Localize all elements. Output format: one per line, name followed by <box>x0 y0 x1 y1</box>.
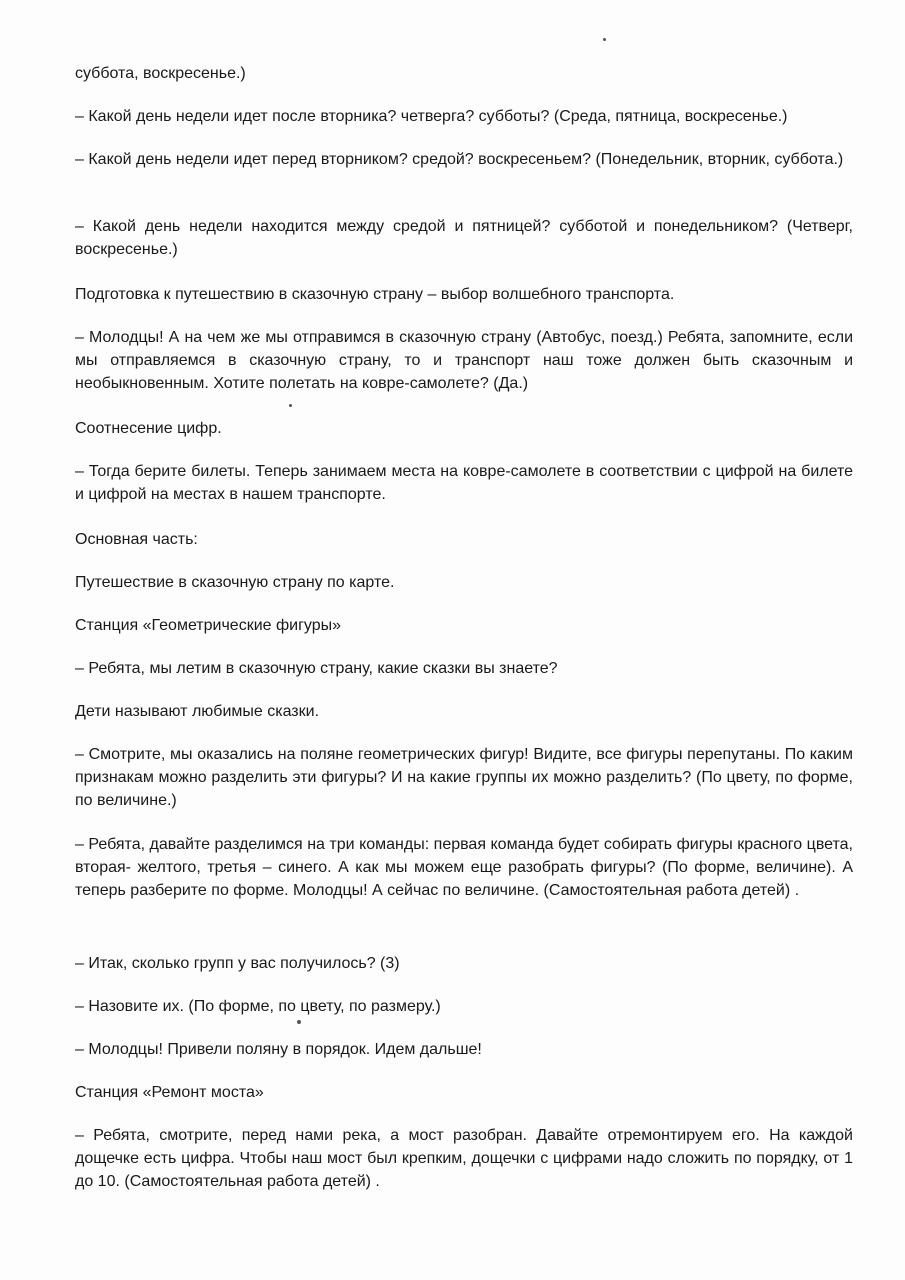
scan-speck <box>603 38 606 41</box>
paragraph-17: – Назовите их. (По форме, по цвету, по размеру.) <box>75 998 441 1015</box>
paragraph-5: Подготовка к путешествию в сказочную страну – выбор волшебного транспорта. <box>75 286 675 303</box>
paragraph-1: суббота, воскресенье.) <box>75 65 246 82</box>
paragraph-13: Дети называют любимые сказки. <box>75 703 320 720</box>
paragraph-11: Станция «Геометрические фигуры» <box>75 617 342 634</box>
scan-speck <box>289 404 292 407</box>
paragraph-2: – Какой день недели идет после вторника? четверга? субботы? (Среда, пятница, воскресенье.) <box>75 108 788 125</box>
scan-speck <box>297 1020 301 1024</box>
paragraph-6: – Молодцы! А на чем же мы отправимся в сказочную страну (Автобус, поезд.) Ребята, запомните, если мы отправляемся в сказочную страну, то и транспорт наш тоже должен быть сказочным и необыкновенным. Хотите полетать на ковре-самолете? (Да.) <box>75 329 853 392</box>
paragraph-18: – Молодцы! Привели поляну в порядок. Идем дальше! <box>75 1041 482 1058</box>
paragraph-3: – Какой день недели идет перед вторником? средой? воскресеньем? (Понедельник, вторник, суббота.) <box>75 151 844 168</box>
paragraph-12: – Ребята, мы летим в сказочную страну, какие сказки вы знаете? <box>75 660 558 677</box>
paragraph-19: Станция «Ремонт моста» <box>75 1084 264 1101</box>
paragraph-20: – Ребята, смотрите, перед нами река, а мост разобран. Давайте отремонтируем его. На каждой дощечке есть цифра. Чтобы наш мост был крепким, дощечки с цифрами надо сложить по порядку, от 1 до 10. (Самостоятельная работа детей) . <box>75 1127 853 1190</box>
paragraph-15: – Ребята, давайте разделимся на три команды: первая команда будет собирать фигуры красного цвета, вторая- желтого, третья – синего. А как мы можем еще разобрать фигуры? (По форме, величине). А теперь разберите по форме. Молодцы! А сейчас по величине. (Самостоятельная работа детей) . <box>75 836 853 899</box>
paragraph-14: – Смотрите, мы оказались на поляне геометрических фигур! Видите, все фигуры перепутаны. По каким признакам можно разделить эти фигуры? И на какие группы их можно разделить? (По цвету, по форме, по величине.) <box>75 746 853 809</box>
paragraph-9: Основная часть: <box>75 531 198 548</box>
paragraph-10: Путешествие в сказочную страну по карте. <box>75 574 395 591</box>
paragraph-7: Соотнесение цифр. <box>75 420 222 437</box>
paragraph-4: – Какой день недели находится между средой и пятницей? субботой и понедельником? (Четверг, воскресенье.) <box>75 218 853 258</box>
paragraph-16: – Итак, сколько групп у вас получилось? (3) <box>75 955 400 972</box>
paragraph-8: – Тогда берите билеты. Теперь занимаем места на ковре-самолете в соответствии с цифрой на билете и цифрой на местах в нашем транспорте. <box>75 463 853 503</box>
